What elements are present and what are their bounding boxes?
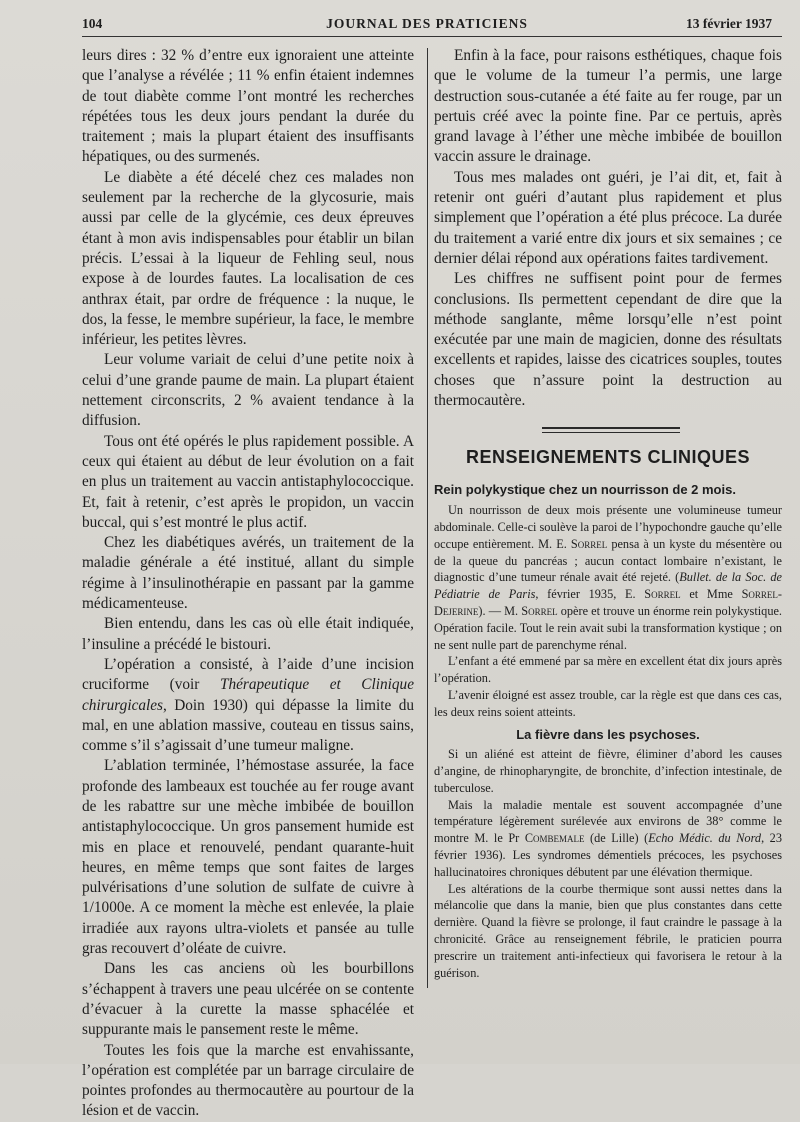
author-name: Sorrel [570,536,608,551]
article-conclusion [434,46,782,411]
section-separator [542,427,680,433]
journal-title: JOURNAL DES PRATICIENS [326,16,528,31]
issue-date: 13 février 1937 [686,16,772,31]
text-run: , 23 février 1936). Les syndromes démentiels précoces, les psychoses hallucinatoires chroniques débutent par une élévation thermique. [434,831,782,879]
text-run: Un nourrisson de deux mois présente une volumineuse tumeur abdominale. Celle-ci soulève la paroi de l’hypochondre gauche qu’elle occupe entièrement. M. E. [434,503,782,551]
paragraph [82,655,414,756]
paragraph [434,797,782,881]
column-divider [427,48,428,988]
citation-title: Thérapeutique et Clinique chirurgicales [82,676,414,714]
author-name: Combemale [524,831,585,846]
text-run: et Mme [680,587,742,602]
paragraph [434,502,782,653]
text-run: opère et trouve un énorme rein polykystique. Opération facile. Tout le rein avait subi la transformation kystique ; on ne sent nulle part de parenchyme rénal. [434,603,783,652]
paragraph: Le diabète a été décelé chez ces malades non seulement par la recherche de la glycosurie, mais aussi par celle de la glycémie, ces deux épreuves étant à mon avis indispensables pour établir un bilan précis. L’essai à la liqueur de Fehling seul, nous expose à de lourdes fautes. La localisation de ces anthrax était, par ordre de fréquence : la nuque, le dos, la fesse, le membre supérieur, la face, le membre inférieur, les petites lèvres. [82,168,414,349]
text-run: pensa à un kyste du mésentère ou de la queue du pancréas ; aucun contact lombaire n’existant, le diagnostic d’une tumeur rénale avait été rejeté. ( [434,536,782,585]
text-run: (de Lille) ( [584,831,649,846]
right-column [434,46,782,981]
article-title: La fièvre dans les psychoses. [516,726,700,742]
page-header [82,14,772,36]
paragraph: Chez les diabétiques avérés, un traitement de la maladie générale a été institué, allant du simple régime à l’insulinothérapie en passant par la gamme médicamenteuse. [82,534,414,613]
author-name: Sorrel-Dejerine [434,587,782,618]
paragraph: Si un aliéné est atteint de fièvre, éliminer d’abord les causes d’angine, de rhinopharyngite, de bronchite, d’infection intestinale, de tuberculose. [434,747,782,795]
paragraph: L’avenir éloigné est assez trouble, car la règle est que dans ces cas, les deux reins soient atteints. [434,687,782,719]
text-run: , Doin 1930) qui dépasse la limite du mal, en une ablation massive, couteau en tissus sains, comme s’il s’agissait d’une tumeur maligne. [82,696,414,755]
paragraph: Bien entendu, dans les cas où elle était indiquée, l’insuline a précédé le bistouri. [82,615,414,653]
paragraph: Dans les cas anciens où les bourbillons s’échappent à travers une peau ulcérée on se contente d’évacuer à la curette la masse sphacélée et suppurante mais le pansement reste le même. [82,960,414,1039]
author-name: Sorrel [521,603,558,618]
paragraph: Toutes les fois que la marche est envahissante, l’opération est complétée par un barrage circulaire de pointes profondes au thermocautère au pourtour de la lésion et de vaccin. [82,1041,414,1120]
paragraph: leurs dires : 32 % d’entre eux ignoraient une atteinte que l’analyse a révélée ; 11 % enfin étaient indemnes de tout diabète comme l’ont montré les recherches répétées tous les deux jours pendant la durée du traitement ; mais la plupart étaient des insuffisants hépatiques, ou des surmenés. [82,47,414,166]
paragraph: Leur volume variait de celui d’une petite noix à celui d’une grande paume de main. La plupart étaient nettement circonscrits, 2 % avaient tendance à la diffusion. [82,351,414,430]
paragraph: Enfin à la face, pour raisons esthétiques, chaque fois que le volume de la tumeur l’a permis, une large destruction sous-cutanée a été faite au fer rouge, par un pertuis créé avec la pointe fine. Par ce pertuis, après grand lavage à l’éther une mèche imbibée de bouillon vaccin assure le drainage. [434,47,782,166]
citation-title: Bullet. de la Soc. de Pédiatrie de Paris [434,570,782,602]
paragraph: Les altérations de la courbe thermique sont aussi nettes dans la mélancolie que dans la manie, bien que plus constantes dans cette dernière. Quand la fièvre se prolonge, il faut craindre le passage à la chronicité. Grâce au renseignement fébrile, le praticien pourra prescrire un traitement anti-infectieux qui favorisera le retour à la guérison. [434,881,782,980]
left-column [82,46,414,1122]
page-number: 104 [82,16,103,31]
paragraph: Tous ont été opérés le plus rapidement possible. A ceux qui étaient au début de leur évolution on a fait en plus un traitement au vaccin antistaphylococcique. Et, fait à retenir, c’est après le propidon, un vaccin buccal, qui s’est montré le plus actif. [82,432,414,531]
citation-title: Echo Médic. du Nord [648,831,762,846]
author-name: Sorrel [644,587,681,602]
text-run: ). — M. [478,603,522,618]
text-run: , février 1935, E. [535,587,645,602]
section-title: RENSEIGNEMENTS CLINIQUES [465,447,751,468]
text-run: Mais la maladie mentale est souvent accompagnée d’une température légèrement surélevée aux environs de 38° comme le montre M. le Pr [434,797,782,846]
paragraph: Tous mes malades ont guéri, je l’ai dit, et, fait à retenir ont guéri d’autant plus rapidement et plus simplement que l’opération a été plus précoce. La durée du traitement a varié entre dix jours et six semaines ; ce dernier délai répond aux opérations faites tardivement. [434,168,782,267]
header-rule [82,36,782,37]
paragraph: L’ablation terminée, l’hémostase assurée, la face profonde des lambeaux est touchée au fer rouge avant de les rabattre sur une mèche imbibée de bouillon antistaphylococcique. Un gros pansement humide est mis en place et renouvelé, pendant quarante-huit heures, en même temps que sont faites de larges pulvérisations d’une solution de sulfate de cuivre à 1/1000e. A ce moment la mèche est enlevée, la plaie irradiée aux rayons ultra-violets et pansée au tulle gras recouvert d’oléate de cuivre. [82,757,414,958]
paragraph: L’enfant a été emmené par sa mère en excellent état dix jours après l’opération. [434,654,782,686]
paragraph: Les chiffres ne suffisent point pour de fermes conclusions. Ils permettent cependant de dire que la méthode sanglante, même lorsqu’elle n’est point exécutée par une main de magicien, donne des résultats excellents et rapides, laisse des cicatrices souples, toutes choses que n’assure point la destruction au thermocautère. [434,270,782,410]
clinical-notes [434,482,782,981]
text-run: L’opération a consisté, à l’aide d’une incision cruciforme (voir [82,655,414,694]
article-title: Rein polykystique chez un nourrisson de 2 mois. [434,482,736,498]
